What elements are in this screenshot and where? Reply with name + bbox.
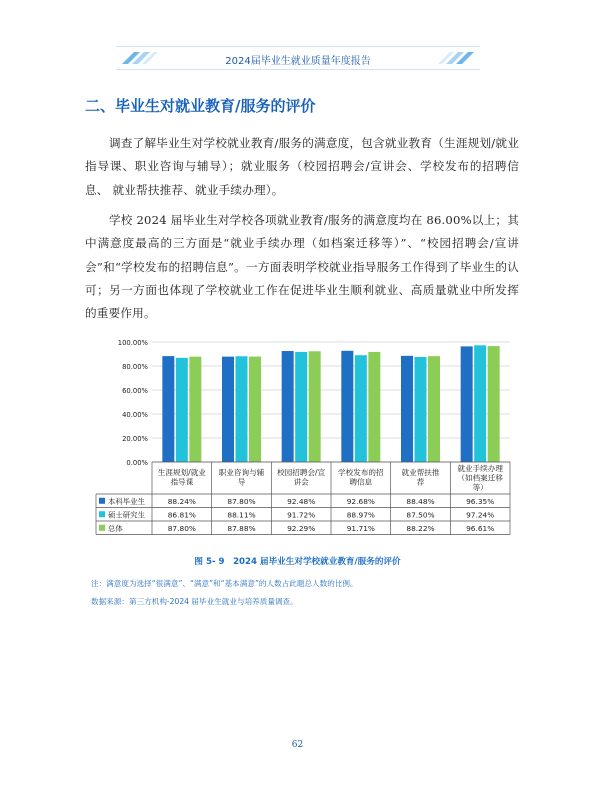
paragraph-satisfaction-results bbox=[85, 209, 519, 325]
header-title: 2024届毕业生就业质量年度报告 bbox=[225, 56, 371, 67]
bar bbox=[309, 351, 321, 462]
data-label: 96.35% bbox=[466, 496, 495, 506]
paragraph-satisfaction-scope bbox=[85, 132, 519, 202]
page-header bbox=[116, 46, 480, 70]
bar bbox=[282, 351, 294, 462]
bar bbox=[222, 357, 234, 462]
data-label: 86.81% bbox=[167, 510, 196, 520]
data-label: 92.68% bbox=[346, 496, 375, 506]
data-label: 88.24% bbox=[167, 496, 196, 506]
header-top-line bbox=[116, 46, 480, 47]
bar bbox=[474, 345, 486, 462]
figure-note: 注：满意度为选择“很满意”、“满意”和“基本满意”的人数占此题总人数的比例。 bbox=[91, 579, 358, 588]
x-category-label: 校园招聘会/宣 bbox=[277, 468, 326, 477]
bar bbox=[295, 352, 307, 462]
x-category-label: 就业手续办理 bbox=[457, 464, 503, 473]
satisfaction-bar-chart bbox=[94, 336, 512, 546]
legend-series-name: 总体 bbox=[108, 523, 123, 533]
x-category-label: 荐 bbox=[416, 477, 425, 487]
header-bottom-line bbox=[116, 69, 480, 70]
data-source-note: 数据来源：第三方机构-2024 届毕业生就业与培养质量调查。 bbox=[91, 597, 298, 606]
bar bbox=[415, 357, 427, 462]
x-category-label: 生涯规划/就业 bbox=[157, 468, 206, 477]
bar bbox=[341, 351, 353, 462]
bar bbox=[401, 356, 413, 462]
x-category-label: 职业咨询与辅 bbox=[218, 468, 265, 477]
y-tick-label: 40.00% bbox=[122, 411, 148, 419]
bar bbox=[176, 358, 188, 462]
x-category-label: 讲会 bbox=[293, 477, 309, 487]
legend-swatch bbox=[99, 498, 105, 504]
paragraph-text: 调查了解毕业生对学校就业教育/服务的满意度，包含就业教育（生涯规划/就业指导课、职业咨询与辅导）；就业服务（校园招聘会/宣讲会、学校发布的招聘信息、 就业帮扶推荐、就业手续办理）。 bbox=[85, 136, 519, 197]
figure-caption: 图 5- 9 2024 届毕业生对学校就业教育/服务的评价 bbox=[194, 557, 401, 567]
section-title: 二、毕业生对就业教育/服务的评价 bbox=[85, 97, 316, 115]
bar bbox=[162, 356, 174, 462]
data-label: 87.50% bbox=[406, 510, 435, 520]
x-category-label: 等） bbox=[472, 483, 488, 492]
data-label: 87.88% bbox=[227, 523, 256, 533]
legend-swatch bbox=[99, 511, 105, 517]
data-label: 92.48% bbox=[287, 496, 316, 506]
bar bbox=[249, 357, 261, 462]
paragraph-text: 学校 2024 届毕业生对学校各项就业教育/服务的满意度均在 86.00%以上；其中满意度最高的三方面是“就业手续办理（如档案迁移等）”、“校园招聘会/宣讲会”和“学校发布的招聘信息”。一方面表明学校就业指导服务工作得到了毕业生的认可；另一方面也体现了学校就业工作在促进毕业生顺利就业、高质量就业中所发挥的重要作用。 bbox=[85, 213, 519, 321]
bar bbox=[461, 346, 473, 462]
y-tick-label: 0.00% bbox=[126, 459, 148, 467]
page-number: 62 bbox=[291, 740, 304, 750]
data-label: 88.48% bbox=[406, 496, 435, 506]
bar bbox=[236, 356, 248, 462]
data-label: 97.24% bbox=[466, 510, 495, 520]
x-category-label: 学校发布的招 bbox=[338, 468, 384, 477]
data-label: 88.22% bbox=[406, 523, 435, 533]
x-category-label: 指导课 bbox=[170, 477, 194, 487]
data-label: 87.80% bbox=[167, 523, 196, 533]
bar bbox=[189, 357, 201, 462]
bar bbox=[368, 352, 380, 462]
y-tick-label: 80.00% bbox=[122, 363, 148, 371]
data-label: 88.97% bbox=[346, 510, 375, 520]
bar bbox=[488, 346, 500, 462]
header-decoration-right-icon bbox=[436, 50, 476, 66]
x-category-label: 就业帮扶推 bbox=[401, 468, 440, 477]
data-label: 87.80% bbox=[227, 496, 256, 506]
legend-swatch bbox=[99, 525, 105, 531]
data-label: 88.11% bbox=[227, 510, 256, 520]
y-tick-label: 100.00% bbox=[117, 339, 148, 347]
data-label: 91.72% bbox=[287, 510, 316, 520]
y-tick-label: 60.00% bbox=[122, 387, 148, 395]
legend-series-name: 本科毕业生 bbox=[108, 496, 145, 506]
data-label: 91.71% bbox=[346, 523, 375, 533]
legend-series-name: 硕士研究生 bbox=[108, 510, 145, 520]
x-category-label: 导 bbox=[237, 477, 246, 487]
data-label: 96.61% bbox=[466, 523, 495, 533]
data-label: 92.29% bbox=[287, 523, 316, 533]
x-category-label: 聘信息 bbox=[349, 477, 373, 487]
bar bbox=[355, 355, 367, 462]
bar bbox=[428, 356, 440, 462]
y-tick-label: 20.00% bbox=[122, 435, 148, 443]
x-category-label: （如档案迁移 bbox=[457, 473, 503, 483]
